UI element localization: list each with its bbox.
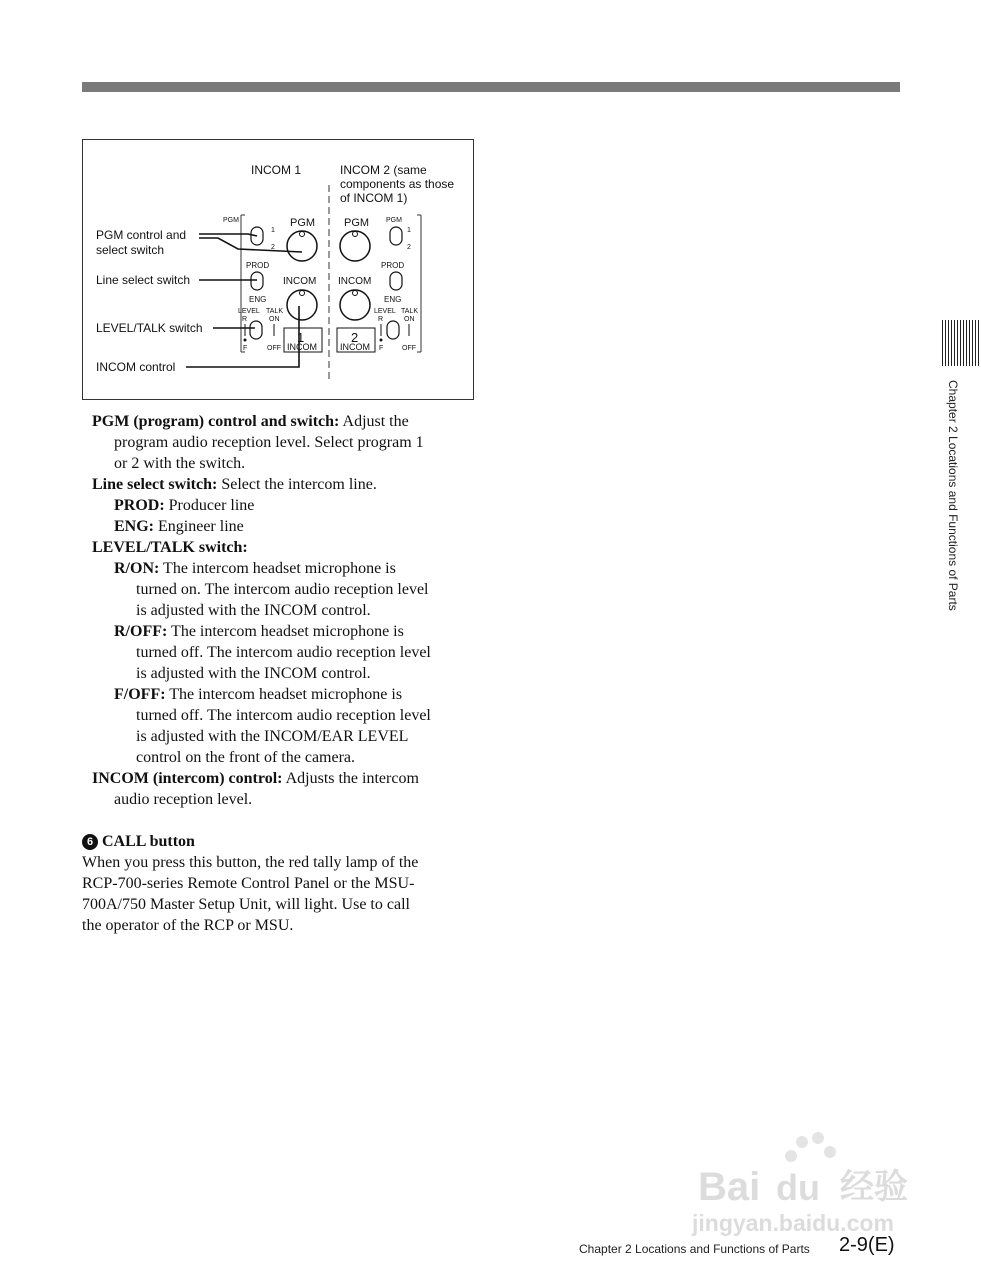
roff-body-2: turned off. The intercom audio reception level	[136, 644, 431, 661]
eng-label-1: ENG	[249, 295, 267, 304]
incom-knob-indicator-1	[300, 291, 305, 296]
chapter-tab-label: Chapter 2 Locations and Functions of Parts	[946, 380, 960, 611]
chapter-tab-marker	[942, 320, 980, 366]
number-6-icon	[82, 834, 98, 850]
roff-body-3: is adjusted with the INCOM control.	[136, 665, 371, 682]
incom2-header-line3: of INCOM 1)	[340, 191, 408, 205]
roff-heading: R/OFF:	[114, 623, 168, 640]
pgm-small-label-1: PGM	[223, 217, 239, 224]
roff-body-1: The intercom headset microphone is	[167, 623, 404, 640]
foff-line	[114, 684, 402, 705]
incom-knob-indicator-2	[353, 291, 358, 296]
pgm-knob-label-1: PGM	[290, 217, 316, 229]
pgm-select-switch-2	[390, 227, 402, 245]
page-number: 2-9(E)	[839, 1234, 895, 1256]
off-label-2: OFF	[402, 345, 416, 352]
leader-pgm-switch	[199, 234, 257, 236]
level-label-2: LEVEL	[374, 308, 396, 315]
talk-label-1: TALK	[266, 308, 283, 315]
callout-line-select: Line select switch	[96, 273, 191, 287]
level-talk-switch-1	[250, 321, 262, 339]
incom-body-2: audio reception level.	[114, 791, 253, 808]
panel-diagram	[83, 140, 475, 401]
footer-chapter-label: Chapter 2 Locations and Functions of Parts	[579, 1242, 810, 1256]
prod-label-1: PROD	[246, 261, 270, 270]
pgm-sw2-1-label: 1	[407, 227, 411, 234]
eng-label-2: ENG	[384, 295, 402, 304]
r-label-1: R	[242, 316, 248, 323]
eng-line	[114, 516, 244, 537]
pgm-small-label-2: PGM	[386, 217, 402, 224]
panel2-right-edge	[417, 215, 421, 352]
pgm-sw2-2-label: 2	[407, 244, 411, 251]
ron-heading: R/ON:	[114, 560, 160, 577]
watermark-brand-2: du	[776, 1167, 820, 1208]
ron-body-3: is adjusted with the INCOM control.	[136, 602, 371, 619]
pgm-heading: PGM (program) control and switch:	[92, 413, 340, 430]
on-label-2: ON	[404, 316, 415, 323]
incom-badge-label-1: INCOM	[287, 342, 317, 352]
incom-knob-label-2: INCOM	[338, 276, 372, 287]
incom-heading-line	[92, 768, 419, 789]
on-label-1: ON	[269, 316, 280, 323]
call-body-1: When you press this button, the red tally lamp of the	[82, 854, 419, 871]
incom-body-1: Adjusts the intercom	[282, 770, 419, 787]
prod-body: Producer line	[164, 497, 255, 514]
line-heading: Line select switch:	[92, 476, 218, 493]
eng-heading: ENG:	[114, 518, 154, 535]
pgm-body-3: or 2 with the switch.	[114, 455, 246, 472]
baidu-watermark	[690, 1130, 925, 1240]
foff-heading: F/OFF:	[114, 686, 166, 703]
f-label-2: F	[379, 345, 384, 352]
line-body: Select the intercom line.	[217, 476, 377, 493]
pgm-sw-2-label: 2	[271, 244, 275, 251]
incom-knob-label-1: INCOM	[283, 276, 317, 287]
pgm-knob-indicator-2	[353, 232, 358, 237]
foff-body-3: is adjusted with the INCOM/EAR LEVEL	[136, 728, 409, 745]
paw-toe-1	[796, 1136, 808, 1148]
paw-toe-3	[785, 1150, 797, 1162]
callout-level-talk: LEVEL/TALK switch	[96, 321, 203, 335]
incom-badge-label-2: INCOM	[340, 342, 370, 352]
callout-pgm-line1: PGM control and	[96, 228, 187, 242]
level-dot-2	[380, 339, 383, 342]
ron-line	[114, 558, 396, 579]
roff-line	[114, 621, 404, 642]
call-heading: CALL button	[102, 833, 195, 850]
watermark-cn: 经验	[840, 1168, 908, 1206]
ron-body-2: turned on. The intercom audio reception level	[136, 581, 429, 598]
incom2-header-line1: INCOM 2 (same	[340, 163, 427, 177]
channel-number-1: 1	[297, 330, 305, 345]
prod-line	[114, 495, 254, 516]
level-dot-1	[244, 339, 247, 342]
level-heading: LEVEL/TALK switch:	[92, 539, 248, 556]
incom-panel-figure	[82, 139, 474, 400]
call-body-4: the operator of the RCP or MSU.	[82, 917, 294, 934]
foff-body-2: turned off. The intercom audio reception level	[136, 707, 431, 724]
callout-pgm-line2: select switch	[96, 243, 165, 257]
f-label-1: F	[243, 345, 248, 352]
pgm-body-1: Adjust the	[339, 413, 409, 430]
pgm-body-2: program audio reception level. Select program 1	[114, 434, 424, 451]
paw-toe-2	[812, 1132, 824, 1144]
callout-incom-control: INCOM control	[96, 360, 176, 374]
line-select-switch-2	[390, 272, 402, 290]
incom1-header: INCOM 1	[251, 163, 302, 177]
call-body-3: 700A/750 Master Setup Unit, will light. Use to call	[82, 896, 410, 913]
watermark-url: jingyan.baidu.com	[692, 1210, 894, 1236]
call-number: 6	[86, 836, 94, 848]
paw-toe-4	[824, 1146, 836, 1158]
header-rule	[82, 82, 900, 92]
channel-number-2: 2	[351, 330, 359, 345]
watermark-brand: Bai	[698, 1165, 761, 1209]
incom2-header-line2: components as those	[340, 177, 455, 191]
call-body-2: RCP-700-series Remote Control Panel or the MSU-	[82, 875, 415, 892]
talk-label-2: TALK	[401, 308, 418, 315]
foff-body-4: control on the front of the camera.	[136, 749, 356, 766]
panel1-left-edge	[241, 215, 248, 352]
pgm-knob-indicator-1	[300, 232, 305, 237]
call-heading-line	[82, 831, 195, 852]
off-label-1: OFF	[267, 345, 281, 352]
pgm-sw-1-label: 1	[271, 227, 275, 234]
level-talk-switch-2	[387, 321, 399, 339]
pgm-heading-line	[92, 411, 409, 432]
ron-body-1: The intercom headset microphone is	[159, 560, 396, 577]
r-label-2: R	[378, 316, 384, 323]
pgm-knob-label-2: PGM	[344, 217, 370, 229]
prod-heading: PROD:	[114, 497, 165, 514]
foff-body-1: The intercom headset microphone is	[165, 686, 403, 703]
level-label-1: LEVEL	[238, 308, 260, 315]
prod-label-2: PROD	[381, 261, 405, 270]
eng-body: Engineer line	[154, 518, 244, 535]
line-heading-line	[92, 474, 377, 495]
line-select-switch-1	[251, 272, 263, 290]
incom-heading: INCOM (intercom) control:	[92, 770, 283, 787]
